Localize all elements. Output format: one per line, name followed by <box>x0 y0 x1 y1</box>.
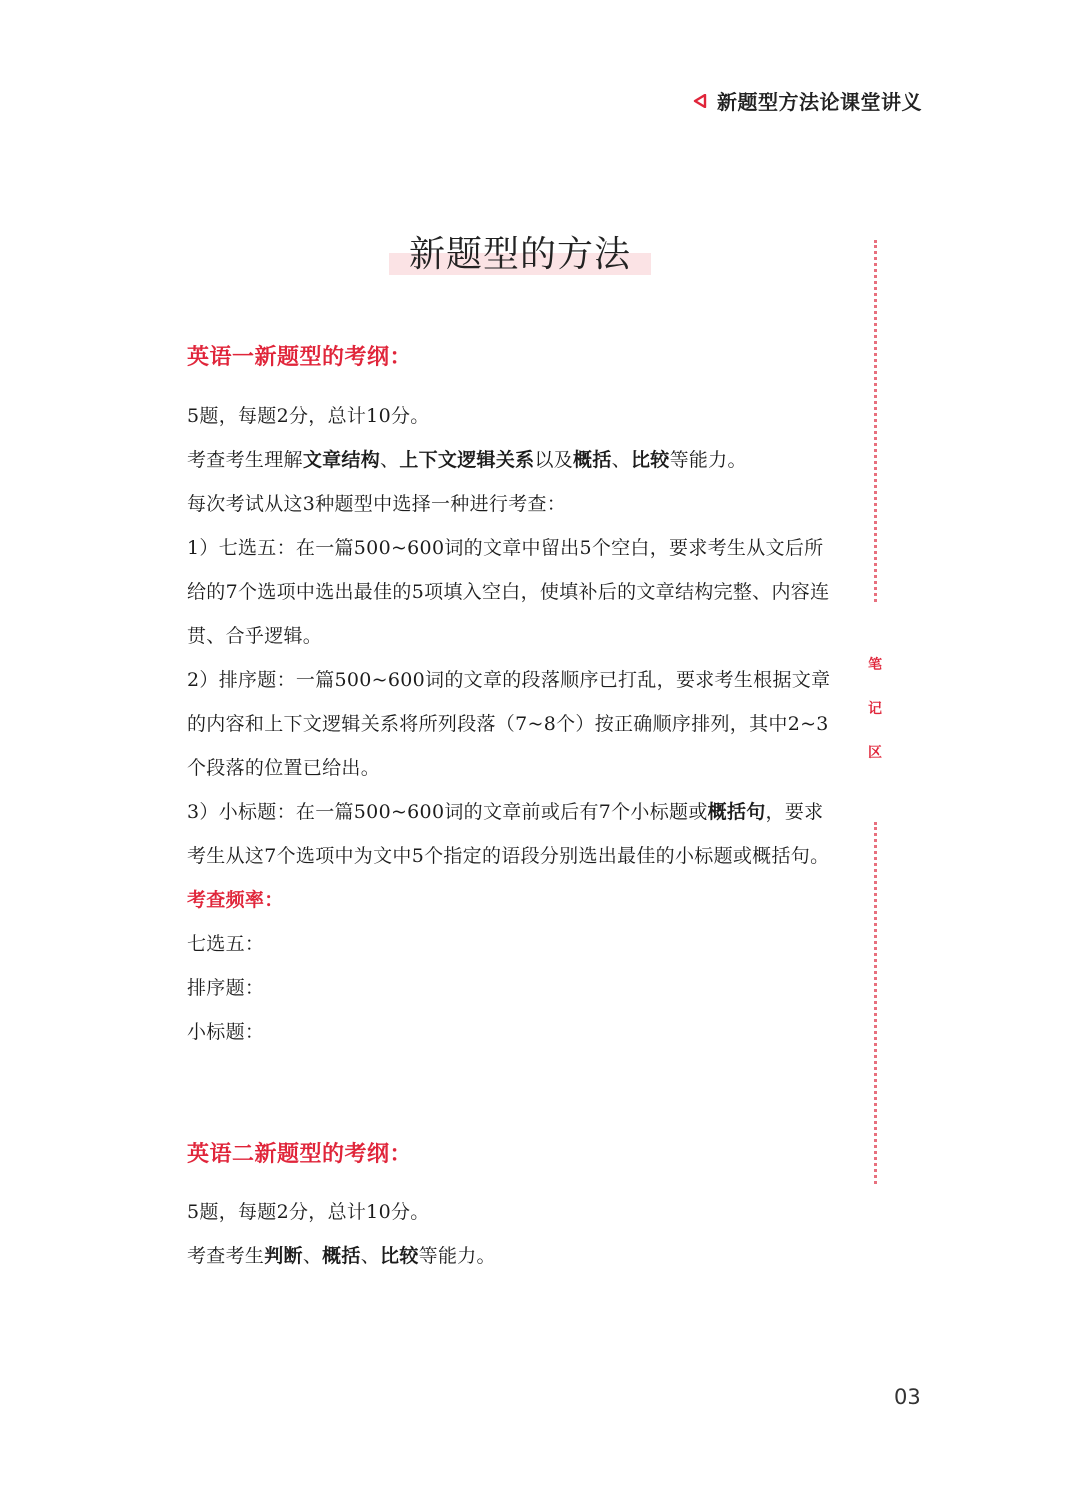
main-title-box <box>389 226 651 277</box>
freq-headings: 小标题： <box>187 1021 265 1043</box>
notes-label-char-2: 记 <box>868 701 882 717</box>
page-number: 03 <box>894 1385 921 1409</box>
line2-mid: 以及 <box>534 449 574 471</box>
section2-heading: 英语二新题型的考纲： <box>187 1142 413 1167</box>
section2-body <box>187 1190 842 1278</box>
bold-logic: 上下文逻辑关系 <box>399 449 535 471</box>
bold-summary: 概括 <box>573 449 612 471</box>
item-seven-choose-five: 1）七选五：在一篇500~600词的文章中留出5个空白，要求考生从文后所给的7个选项中选出最佳的5项填入空白，使填补后的文章结构完整、内容连贯、合乎逻辑。 <box>187 537 830 647</box>
notes-label-char-3: 区 <box>868 745 882 761</box>
main-title-wrapper <box>0 226 1040 277</box>
item-ordering: 2）排序题：一篇500~600词的文章的段落顺序已打乱，要求考生根据文章的内容和上下文逻辑关系将所列段落（7~8个）按正确顺序排列，其中2~3个段落的位置已给出。 <box>187 669 831 779</box>
page-title: 新题型的方法 <box>408 234 631 275</box>
frequency-label: 考查频率： <box>187 889 284 911</box>
line2-sep2: 、 <box>611 449 631 471</box>
item-headings <box>187 790 842 878</box>
section1-line3: 每次考试从这3种题型中选择一种进行考查： <box>187 493 567 515</box>
item3-prefix: 3）小标题：在一篇500~600词的文章前或后有7个小标题或 <box>187 801 708 823</box>
s2-line2-suffix: 等能力。 <box>418 1245 496 1267</box>
section2-line2 <box>187 1234 842 1278</box>
header-title: 新题型方法论课堂讲义 <box>717 90 922 114</box>
line2-prefix: 考查考生理解 <box>187 449 303 471</box>
freq-seven-choose-five: 七选五： <box>187 933 265 955</box>
s2-line2-sep1: 、 <box>302 1245 323 1267</box>
section1-heading: 英语一新题型的考纲： <box>187 345 413 370</box>
page-header <box>693 86 922 115</box>
left-triangle-icon <box>693 94 707 108</box>
s2-line2-prefix: 考查考生 <box>187 1245 265 1267</box>
freq-ordering: 排序题： <box>187 977 265 999</box>
section1-line2 <box>187 438 842 482</box>
notes-dotted-line-bottom <box>874 822 877 1184</box>
bold-summary-sentence: 概括句 <box>707 801 766 823</box>
item3-suffix: ，要求考生从这7个选项中为文中5个指定的语段分别选出最佳的小标题或概括句。 <box>187 801 830 867</box>
notes-label-char-1: 笔 <box>868 657 882 673</box>
line2-suffix: 等能力。 <box>669 449 747 471</box>
s2-line2-sep2: 、 <box>360 1245 381 1267</box>
bold-compare-2: 比较 <box>380 1245 419 1267</box>
line2-sep1: 、 <box>380 449 400 471</box>
bold-summary-2: 概括 <box>322 1245 361 1267</box>
notes-dotted-line-top <box>874 240 877 602</box>
bold-judge: 判断 <box>264 1245 303 1267</box>
bold-compare: 比较 <box>630 449 670 471</box>
section1-line1: 5题，每题2分，总计10分。 <box>187 405 430 427</box>
section2-line1: 5题，每题2分，总计10分。 <box>187 1201 430 1223</box>
section1-body <box>187 394 842 1054</box>
bold-structure: 文章结构 <box>302 449 381 471</box>
